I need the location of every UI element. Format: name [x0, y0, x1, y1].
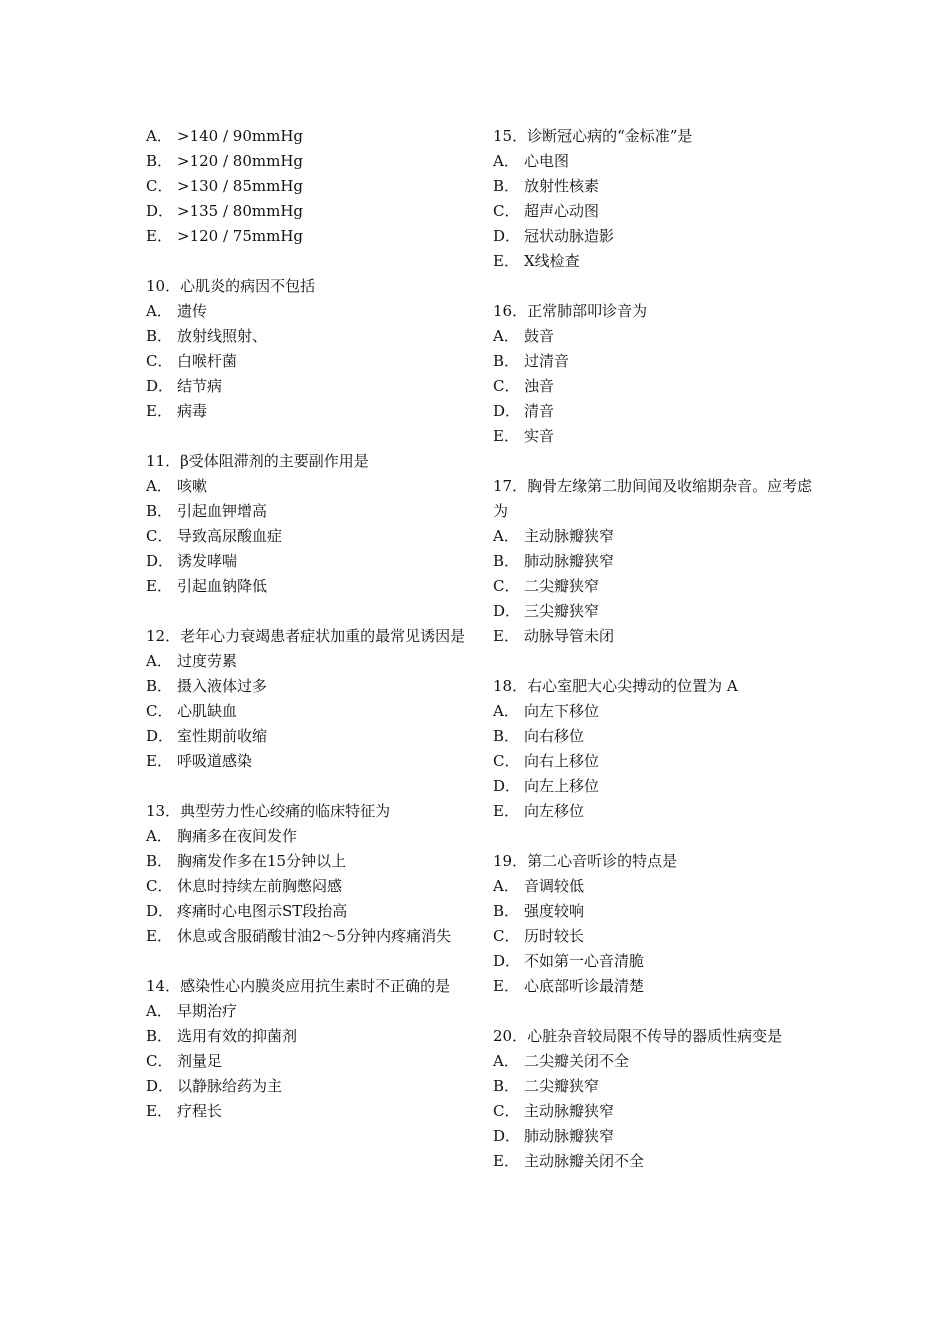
option-letter: B． — [146, 502, 173, 520]
question-block — [493, 299, 823, 449]
answer-option — [146, 174, 476, 199]
option-text: 胸痛多在夜间发作 — [177, 827, 298, 845]
option-letter: B． — [493, 352, 520, 370]
answer-option — [146, 899, 476, 924]
option-letter: A． — [493, 877, 519, 895]
question-block — [146, 124, 476, 249]
answer-option — [146, 499, 476, 524]
option-text: 放射性核素 — [524, 177, 600, 195]
option-letter: C． — [146, 177, 173, 195]
question-block — [146, 799, 476, 949]
option-letter: B． — [493, 552, 520, 570]
option-text: 剂量足 — [177, 1052, 223, 1070]
option-letter: C． — [493, 577, 520, 595]
option-text: 主动脉瓣狭窄 — [524, 1102, 615, 1120]
option-letter: B． — [146, 677, 173, 695]
question-block — [493, 1024, 823, 1174]
question-stem: 15．诊断冠心病的“金标准”是 — [493, 127, 693, 145]
option-letter: B． — [146, 852, 173, 870]
option-letter: C． — [146, 527, 173, 545]
answer-option — [146, 224, 476, 249]
option-text: 心底部听诊最清楚 — [524, 977, 645, 995]
option-text: 冠状动脉造影 — [524, 227, 615, 245]
option-text: 摄入液体过多 — [177, 677, 268, 695]
option-letter: D． — [493, 602, 521, 620]
answer-option — [146, 549, 476, 574]
answer-option — [493, 1124, 823, 1149]
answer-option — [493, 874, 823, 899]
right-column — [493, 124, 823, 1199]
option-text: 以静脉给药为主 — [177, 1077, 283, 1095]
answer-option — [493, 149, 823, 174]
option-letter: E． — [146, 577, 172, 595]
option-text: 诱发哮喘 — [177, 552, 238, 570]
answer-option — [493, 899, 823, 924]
option-text: 肺动脉瓣狭窄 — [524, 552, 615, 570]
option-text: >120 / 80mmHg — [177, 152, 304, 170]
answer-option — [493, 924, 823, 949]
question-stem: 17．胸骨左缘第二肋间闻及收缩期杂音。应考虑为 — [493, 477, 813, 520]
answer-option — [493, 699, 823, 724]
option-letter: D． — [146, 202, 174, 220]
option-letter: D． — [146, 1077, 174, 1095]
option-letter: A． — [146, 652, 172, 670]
answer-option — [146, 399, 476, 424]
option-letter: C． — [146, 352, 173, 370]
option-letter: D． — [493, 952, 521, 970]
answer-option — [146, 724, 476, 749]
answer-option — [493, 374, 823, 399]
option-letter: E． — [493, 977, 519, 995]
answer-option — [146, 374, 476, 399]
option-text: 向左移位 — [524, 802, 585, 820]
option-text: 动脉导管未闭 — [524, 627, 615, 645]
answer-option — [493, 724, 823, 749]
answer-option — [146, 349, 476, 374]
answer-option — [493, 524, 823, 549]
option-letter: B． — [146, 327, 173, 345]
option-text: 白喉杆菌 — [177, 352, 238, 370]
answer-option — [146, 474, 476, 499]
option-letter: D． — [493, 227, 521, 245]
option-text: >135 / 80mmHg — [177, 202, 304, 220]
option-letter: D． — [493, 1127, 521, 1145]
answer-option — [146, 699, 476, 724]
option-letter: D． — [146, 552, 174, 570]
option-text: 鼓音 — [524, 327, 555, 345]
option-text: 向右移位 — [524, 727, 585, 745]
question-block — [146, 274, 476, 424]
answer-option — [493, 174, 823, 199]
answer-option — [146, 324, 476, 349]
question-block — [493, 474, 823, 649]
question-block — [493, 849, 823, 999]
option-letter: A． — [493, 702, 519, 720]
answer-option — [493, 974, 823, 999]
option-text: 向左下移位 — [524, 702, 600, 720]
option-letter: D． — [493, 777, 521, 795]
answer-option — [146, 124, 476, 149]
answer-option — [493, 224, 823, 249]
answer-option — [493, 549, 823, 574]
option-text: 超声心动图 — [524, 202, 600, 220]
answer-option — [493, 749, 823, 774]
option-text: 清音 — [524, 402, 555, 420]
option-text: 导致高尿酸血症 — [177, 527, 283, 545]
option-letter: B． — [493, 1077, 520, 1095]
answer-option — [493, 599, 823, 624]
question-block — [493, 674, 823, 824]
answer-option — [146, 574, 476, 599]
question-stem: 13．典型劳力性心绞痛的临床特征为 — [146, 802, 391, 820]
option-text: 主动脉瓣关闭不全 — [524, 1152, 645, 1170]
option-text: 过度劳累 — [177, 652, 238, 670]
question-block — [146, 974, 476, 1124]
option-text: 遗传 — [177, 302, 208, 320]
answer-option — [493, 574, 823, 599]
option-text: 三尖瓣狭窄 — [524, 602, 600, 620]
question-stem: 10．心肌炎的病因不包括 — [146, 277, 316, 295]
option-letter: E． — [493, 627, 519, 645]
option-text: 疼痛时心电图示ST段抬高 — [177, 902, 348, 920]
option-letter: D． — [493, 402, 521, 420]
option-text: >120 / 75mmHg — [177, 227, 304, 245]
option-letter: E． — [146, 927, 172, 945]
option-text: 强度较响 — [524, 902, 585, 920]
option-text: 休息时持续左前胸憋闷感 — [177, 877, 343, 895]
option-text: 历时较长 — [524, 927, 585, 945]
answer-option — [493, 1099, 823, 1124]
option-text: 早期治疗 — [177, 1002, 238, 1020]
option-letter: B． — [493, 727, 520, 745]
option-letter: B． — [146, 1027, 173, 1045]
option-text: 实音 — [524, 427, 555, 445]
option-letter: C． — [146, 1052, 173, 1070]
answer-option — [146, 749, 476, 774]
option-letter: B． — [493, 177, 520, 195]
option-letter: A． — [493, 527, 519, 545]
option-letter: E． — [493, 252, 519, 270]
option-letter: A． — [146, 127, 172, 145]
option-letter: A． — [493, 327, 519, 345]
option-letter: E． — [493, 1152, 519, 1170]
option-text: 音调较低 — [524, 877, 585, 895]
option-text: 咳嗽 — [177, 477, 208, 495]
option-text: 心肌缺血 — [177, 702, 238, 720]
option-letter: D． — [146, 377, 174, 395]
option-letter: E． — [146, 752, 172, 770]
option-letter: C． — [493, 1102, 520, 1120]
option-letter: A． — [146, 477, 172, 495]
option-letter: E． — [146, 1102, 172, 1120]
option-text: 心电图 — [524, 152, 570, 170]
option-letter: C． — [493, 202, 520, 220]
answer-option — [146, 849, 476, 874]
option-letter: A． — [146, 827, 172, 845]
option-letter: C． — [146, 702, 173, 720]
option-text: 浊音 — [524, 377, 555, 395]
option-text: >130 / 85mmHg — [177, 177, 304, 195]
answer-option — [493, 949, 823, 974]
option-letter: E． — [493, 427, 519, 445]
option-text: 病毒 — [177, 402, 208, 420]
question-block — [493, 124, 823, 274]
answer-option — [146, 874, 476, 899]
answer-option — [493, 424, 823, 449]
option-letter: E． — [146, 402, 172, 420]
option-letter: A． — [146, 1002, 172, 1020]
answer-option — [146, 1074, 476, 1099]
option-text: 室性期前收缩 — [177, 727, 268, 745]
answer-option — [493, 774, 823, 799]
answer-option — [146, 1024, 476, 1049]
question-block — [146, 449, 476, 599]
answer-option — [493, 1049, 823, 1074]
option-letter: C． — [493, 377, 520, 395]
option-letter: D． — [146, 727, 174, 745]
answer-option — [493, 249, 823, 274]
question-stem: 20．心脏杂音较局限不传导的器质性病变是 — [493, 1027, 783, 1045]
question-stem: 18．右心室肥大心尖搏动的位置为 A — [493, 677, 738, 695]
option-text: 不如第一心音清脆 — [524, 952, 645, 970]
question-stem: 19．第二心音听诊的特点是 — [493, 852, 678, 870]
option-text: 向左上移位 — [524, 777, 600, 795]
option-text: 二尖瓣关闭不全 — [524, 1052, 630, 1070]
option-text: 呼吸道感染 — [177, 752, 253, 770]
option-letter: C． — [493, 927, 520, 945]
option-letter: C． — [146, 877, 173, 895]
question-stem: 12．老年心力衰竭患者症状加重的最常见诱因是 — [146, 627, 466, 645]
answer-option — [146, 1049, 476, 1074]
left-column — [146, 124, 476, 1149]
option-text: 引起血钠降低 — [177, 577, 268, 595]
question-block — [146, 624, 476, 774]
option-text: 主动脉瓣狭窄 — [524, 527, 615, 545]
question-stem: 11．β受体阻滞剂的主要副作用是 — [146, 452, 369, 470]
option-text: 二尖瓣狭窄 — [524, 577, 600, 595]
answer-option — [146, 674, 476, 699]
answer-option — [146, 199, 476, 224]
option-letter: E． — [146, 227, 172, 245]
option-text: X线检查 — [524, 252, 580, 270]
option-letter: C． — [493, 752, 520, 770]
option-letter: B． — [493, 902, 520, 920]
option-text: 结节病 — [177, 377, 223, 395]
option-text: 疗程长 — [177, 1102, 223, 1120]
answer-option — [146, 649, 476, 674]
option-text: >140 / 90mmHg — [177, 127, 304, 145]
option-letter: E． — [493, 802, 519, 820]
question-stem: 14．感染性心内膜炎应用抗生素时不正确的是 — [146, 977, 451, 995]
answer-option — [493, 349, 823, 374]
option-letter: A． — [146, 302, 172, 320]
option-text: 胸痛发作多在15分钟以上 — [177, 852, 347, 870]
option-letter: A． — [493, 152, 519, 170]
option-letter: D． — [146, 902, 174, 920]
question-stem: 16．正常肺部叩诊音为 — [493, 302, 648, 320]
answer-option — [493, 324, 823, 349]
answer-option — [493, 799, 823, 824]
answer-option — [146, 924, 476, 949]
answer-option — [146, 299, 476, 324]
option-letter: A． — [493, 1052, 519, 1070]
answer-option — [146, 1099, 476, 1124]
option-text: 引起血钾增高 — [177, 502, 268, 520]
option-text: 选用有效的抑菌剂 — [177, 1027, 298, 1045]
option-text: 休息或含服硝酸甘油2～5分钟内疼痛消失 — [177, 927, 452, 945]
answer-option — [493, 199, 823, 224]
option-text: 向右上移位 — [524, 752, 600, 770]
option-text: 过清音 — [524, 352, 570, 370]
answer-option — [493, 1149, 823, 1174]
answer-option — [493, 624, 823, 649]
option-text: 二尖瓣狭窄 — [524, 1077, 600, 1095]
answer-option — [146, 999, 476, 1024]
answer-option — [493, 1074, 823, 1099]
answer-option — [146, 524, 476, 549]
option-text: 肺动脉瓣狭窄 — [524, 1127, 615, 1145]
option-text: 放射线照射、 — [177, 327, 268, 345]
answer-option — [146, 824, 476, 849]
option-letter: B． — [146, 152, 173, 170]
answer-option — [146, 149, 476, 174]
answer-option — [493, 399, 823, 424]
